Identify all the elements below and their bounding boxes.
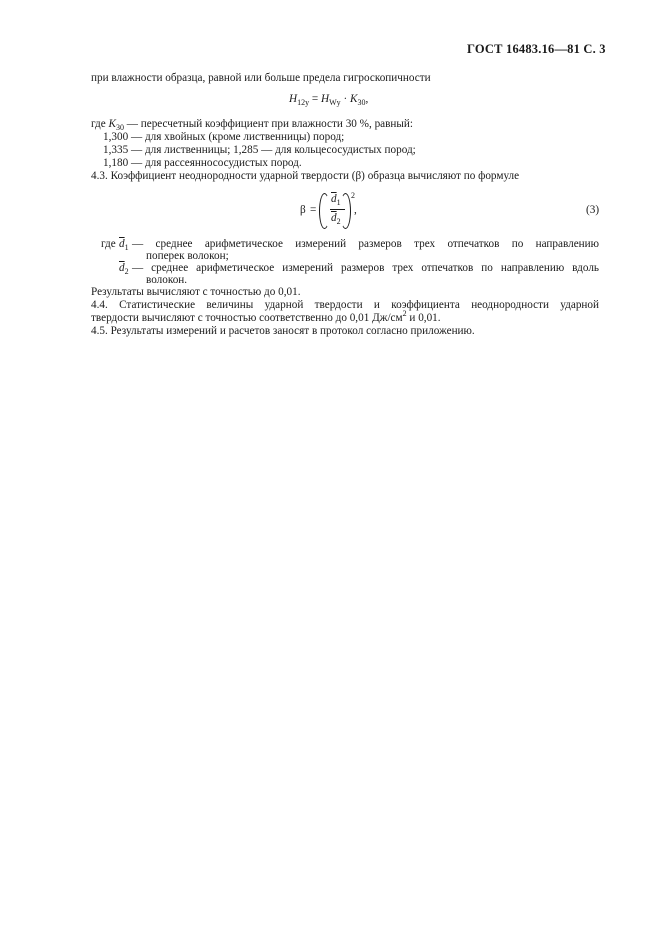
formula1-rhs-sub: Wу [329, 98, 341, 107]
page-header: ГОСТ 16483.16—81 С. 3 [467, 42, 606, 56]
where-k-text: — пересчетный коэффициент при влажности 30 %, равный: [126, 118, 414, 130]
formula1-end: , [365, 93, 369, 105]
formula2-numerator [331, 193, 341, 206]
coef-row [103, 144, 416, 157]
d1-sub: 1 [124, 243, 129, 252]
coef-value: 1,180 [103, 157, 129, 169]
d1-var: $\overline{d}$ [119, 238, 125, 250]
where-d2-symbol [119, 262, 129, 275]
p44-line2-pre: твердости вычисляют с точностью соответственно до 0,01 Дж/см [91, 312, 403, 324]
formula2-eq: = [310, 204, 317, 216]
where-d1-line1: — среднее арифметическое измерений размеров трех отпечатков по направлению [132, 238, 599, 250]
coef-text: — для лиственницы; 1,285 — для кольцесосудистых пород; [130, 144, 416, 156]
formula2-num-var: $\overline{d}$ [331, 193, 337, 205]
coef-row [103, 157, 302, 170]
formula2-beta: β [300, 204, 306, 216]
intro-line: при влажности образца, равной или больше предела гигроскопичности [91, 72, 431, 84]
formula1-dot: · [343, 93, 348, 105]
coef-text: — для хвойных (кроме лиственницы) пород; [130, 131, 345, 143]
formula-number: (3) [586, 204, 600, 216]
paragraph-4-4-line2 [91, 309, 441, 325]
left-paren-icon [319, 193, 330, 229]
d2-sub: 2 [124, 267, 129, 276]
where-d1-line2: поперек волокон; [146, 250, 229, 262]
coef-value: 1,300 [103, 131, 129, 143]
p44-line2-sup: 2 [402, 309, 407, 318]
right-paren-icon [340, 193, 351, 229]
paragraph-4-4-line1: 4.4. Статистические величины ударной твердости и коэффициента неоднородности ударной [91, 299, 599, 311]
coef-text: — для рассеяннососудистых пород. [130, 157, 302, 169]
where-k-sub: 30 [115, 123, 124, 132]
d2-var: $\overline{d}$ [119, 262, 125, 274]
formula1-lhs-var: H [289, 93, 298, 105]
coef-row [103, 131, 344, 144]
formula1-k-var: K [349, 93, 358, 105]
where-d2-line2: волокон. [146, 274, 188, 286]
formula1-k-sub: 30 [357, 98, 366, 107]
formula2-end: , [354, 204, 357, 216]
formula1-eq: = [311, 93, 319, 105]
formula2-den-var: $\overline{d}$ [331, 212, 337, 224]
where-k-var: K [108, 118, 116, 130]
p44-line2-post: и 0,01. [406, 312, 441, 324]
formula-h12 [289, 93, 368, 106]
where-prefix: где [91, 118, 106, 130]
formula2-den-sub: 2 [336, 217, 341, 226]
formula1-lhs-sub: 12у [297, 98, 310, 107]
formula2-power: 2 [351, 191, 355, 200]
formula1-rhs-var: H [321, 93, 330, 105]
where-d1-symbol [119, 238, 129, 251]
formula-beta [300, 193, 390, 229]
formula2-num-sub: 1 [336, 198, 341, 207]
results-precision: Результаты вычисляют с точностью до 0,01. [91, 286, 301, 298]
paragraph-4-3: 4.3. Коэффициент неоднородности ударной твердости (β) образца вычисляют по формуле [91, 170, 520, 182]
where-d2-line1: — среднее арифметическое измерений размеров трех отпечатков по направлению вдоль [132, 262, 599, 274]
where-d-prefix: где [101, 238, 116, 250]
where-k30-line [91, 118, 413, 131]
coef-value: 1,335 [103, 144, 129, 156]
paragraph-4-5: 4.5. Результаты измерений и расчетов заносят в протокол согласно приложению. [91, 325, 475, 337]
